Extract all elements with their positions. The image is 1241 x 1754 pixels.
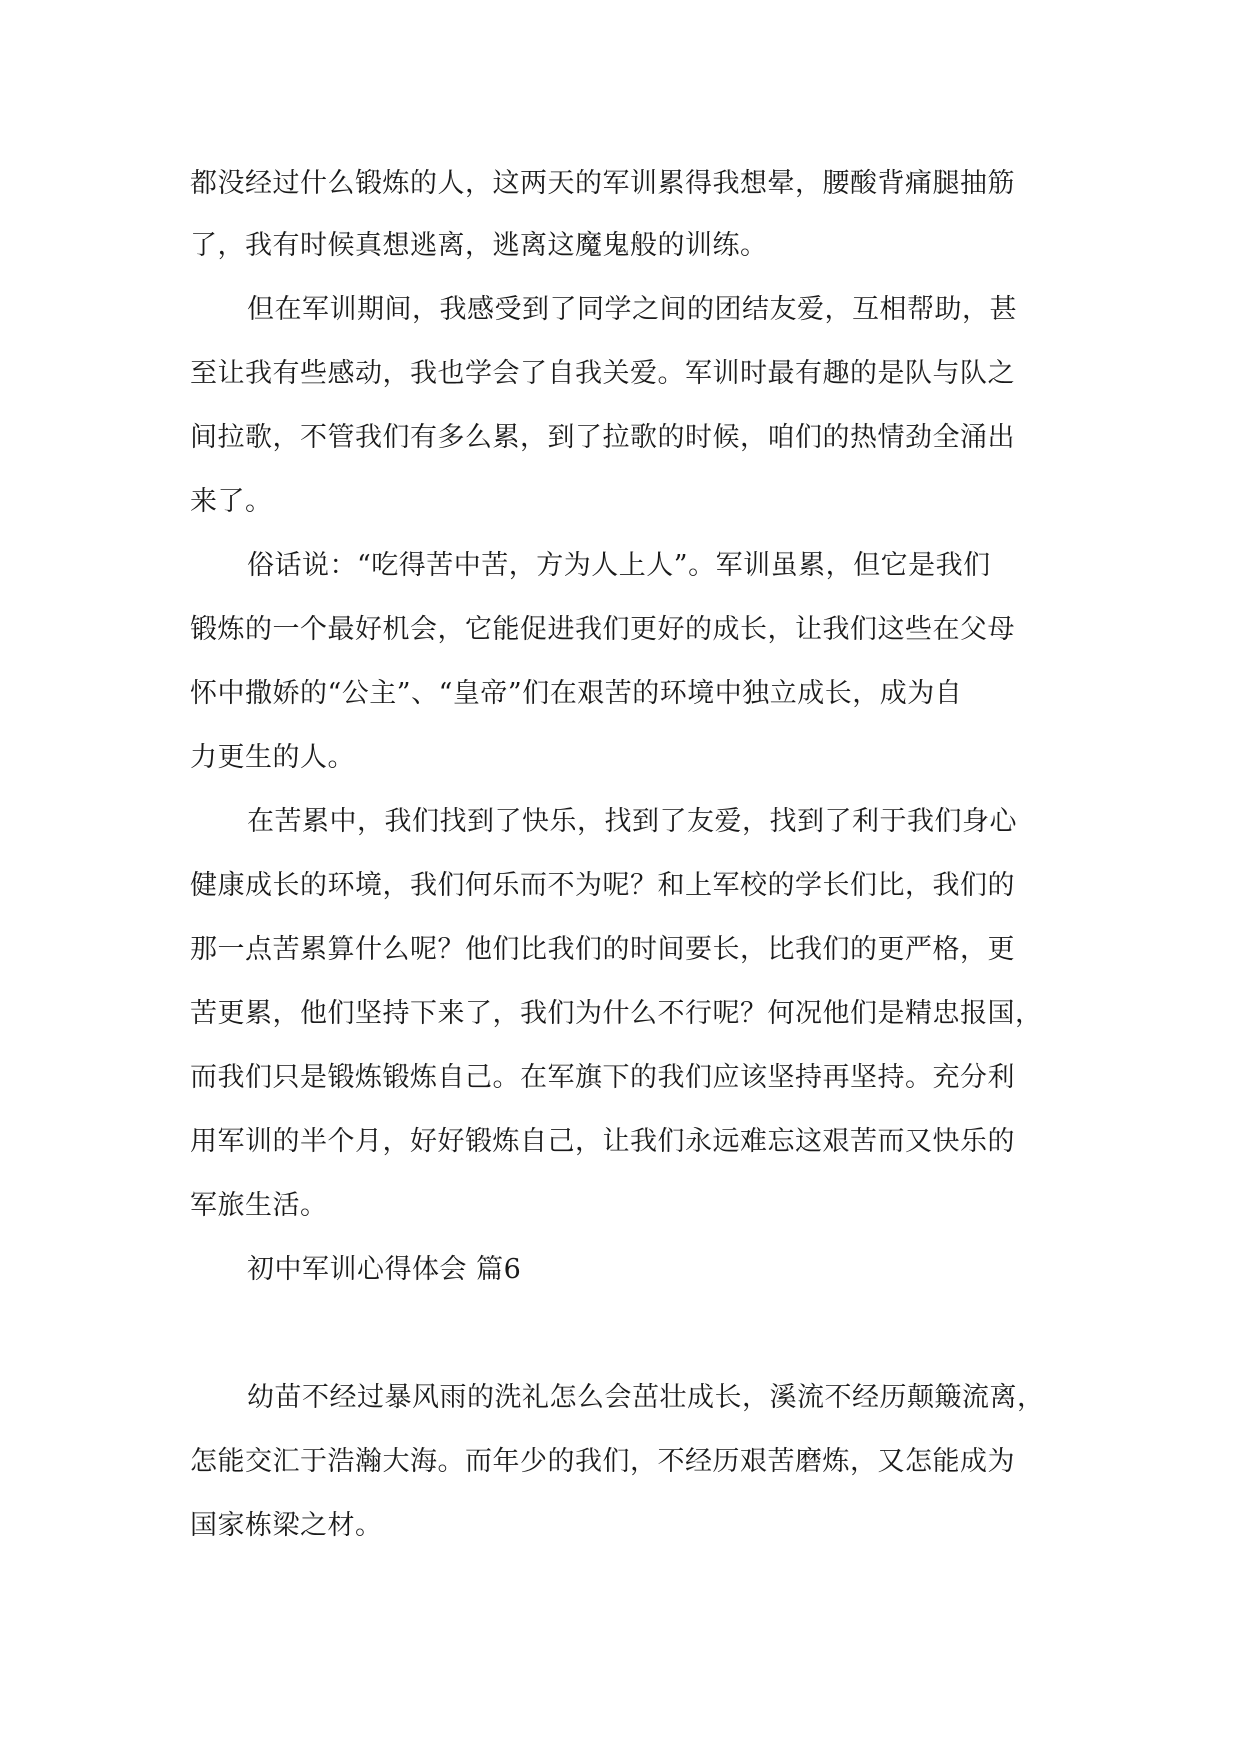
paragraph-line: 都没经过什么锻炼的人，这两天的军训累得我想晕，腰酸背痛腿抽筋	[190, 168, 1015, 199]
paragraph-line: 怀中撒娇的“公主”、“皇帝”们在艰苦的环境中独立成长，成为自	[190, 678, 963, 709]
paragraph-line: 而我们只是锻炼锻炼自己。在军旗下的我们应该坚持再坚持。充分利	[190, 1062, 1015, 1093]
paragraph-line: 间拉歌，不管我们有多么累，到了拉歌的时候，咱们的热情劲全涌出	[190, 422, 1015, 453]
paragraph-line: 那一点苦累算什么呢？他们比我们的时间要长，比我们的更严格，更	[190, 934, 1015, 965]
paragraph-line: 国家栋梁之材。	[190, 1510, 383, 1541]
paragraph-line: 苦更累，他们坚持下来了，我们为什么不行呢？何况他们是精忠报国，	[190, 998, 1043, 1029]
paragraph-line: 怎能交汇于浩瀚大海。而年少的我们，不经历艰苦磨炼，又怎能成为	[190, 1446, 1015, 1477]
paragraph-line: 健康成长的环境，我们何乐而不为呢？和上军校的学长们比，我们的	[190, 870, 1015, 901]
paragraph-line: 幼苗不经过暴风雨的洗礼怎么会茁壮成长，溪流不经历颠簸流离，	[247, 1382, 1045, 1413]
paragraph-line: 在苦累中，我们找到了快乐，找到了友爱，找到了利于我们身心	[247, 806, 1017, 837]
paragraph-line: 但在军训期间，我感受到了同学之间的团结友爱，互相帮助，甚	[247, 294, 1017, 325]
paragraph-line: 俗话说：“吃得苦中苦，方为人上人”。军训虽累，但它是我们	[247, 550, 991, 581]
paragraph-line: 至让我有些感动，我也学会了自我关爱。军训时最有趣的是队与队之	[190, 358, 1015, 389]
paragraph-line: 军旅生活。	[190, 1190, 328, 1221]
paragraph-line: 锻炼的一个最好机会，它能促进我们更好的成长，让我们这些在父母	[190, 614, 1015, 645]
paragraph-line: 用军训的半个月，好好锻炼自己，让我们永远难忘这艰苦而又快乐的	[190, 1126, 1015, 1157]
section-heading: 初中军训心得体会 篇6	[247, 1254, 522, 1285]
paragraph-line: 力更生的人。	[190, 742, 355, 773]
paragraph-line: 来了。	[190, 486, 273, 517]
paragraph-line: 了，我有时候真想逃离，逃离这魔鬼般的训练。	[190, 230, 768, 261]
